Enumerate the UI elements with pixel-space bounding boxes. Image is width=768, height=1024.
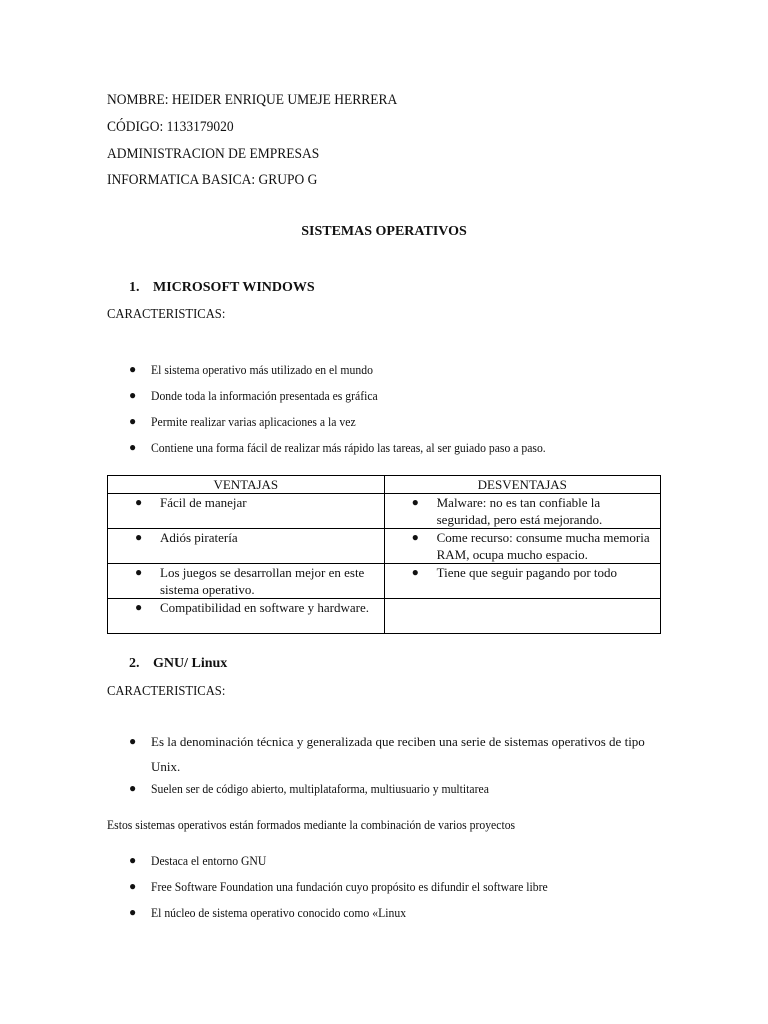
bullet-icon: ● xyxy=(135,600,143,614)
bullet-icon: ● xyxy=(135,565,143,579)
bullet-icon: ● xyxy=(135,530,143,544)
bullet-icon: ● xyxy=(411,530,419,544)
table-cell: Compatibilidad en software y hardware. xyxy=(160,600,370,615)
table-cell: Come recurso: consume mucha memoria RAM, ocupa mucho espacio. xyxy=(436,530,650,562)
student-code: CÓDIGO: 1133179020 xyxy=(107,119,234,135)
table-row xyxy=(108,529,661,564)
pros-cons-table xyxy=(107,475,661,634)
section1-heading: 1. MICROSOFT WINDOWS xyxy=(129,280,315,295)
bullet-icon: ● xyxy=(129,414,137,428)
table-cell: Los juegos se desarrollan mejor en este sistema operativo. xyxy=(160,565,365,597)
bullet-icon: ● xyxy=(129,781,137,795)
bullet-icon: ● xyxy=(135,495,143,509)
bullet-icon: ● xyxy=(411,495,419,509)
bullet-icon: ● xyxy=(129,734,137,748)
table-cell: Adiós piratería xyxy=(160,530,238,545)
bullet-icon: ● xyxy=(129,440,137,454)
bullet-icon: ● xyxy=(129,879,137,893)
bullet-icon: ● xyxy=(129,905,137,919)
table-row xyxy=(108,599,661,634)
table-cell: Tiene que seguir pagando por todo xyxy=(436,565,618,580)
table-header-row xyxy=(108,476,661,494)
section2-heading: 2. GNU/ Linux xyxy=(129,656,228,671)
bullet-icon: ● xyxy=(129,388,137,402)
column-header-ventajas: VENTAJAS xyxy=(108,476,385,494)
section2-subheading: CARACTERISTICAS: xyxy=(107,684,226,699)
bullet-icon: ● xyxy=(129,853,137,867)
table-cell: Fácil de manejar xyxy=(160,495,247,510)
page-title: SISTEMAS OPERATIVOS xyxy=(301,224,467,239)
bullet-icon: ● xyxy=(411,565,419,579)
document-page: NOMBRE: HEIDER ENRIQUE UMEJE HERRERA CÓDIGO: 1133179020 ADMINISTRACION DE EMPRESAS INFORMATICA BASICA: GRUPO G SISTEMAS OPERATIVOS 1. MICROSOFT WINDOWS CARACTERISTICAS: ● El sistema operativo más utilizado en el mundo ● Donde toda la información presentada es gráfica ● Permite realizar varias aplicaciones a la vez ● Contiene una forma fácil de realizar más rápido las tareas, al ser guiado paso a paso. VENTAJAS DESVENTAJAS ● Fácil de manejar ● Malware: no es tan confiable la seguridad, pero está mejorando. ● Adiós piratería ● Come recurso: consume mucha memoria RAM, ocupa mucho espacio. ● Los juegos se desarrollan mejor en este sistema operativo. ● Tiene que seguir pagando por todo ● Compatibilidad en software y hardware. 2. GNU/ Linux CARACTERISTICAS: ● Es la denominación técnica y generalizada que reciben una serie de sistemas operativos de tipo Unix. ● Suelen ser de código abierto, multiplataforma, multiusuario y multitarea Estos sistemas operativos están formados mediante la combinación de varios proyectos ● Destaca el entorno GNU ● Free Software Foundation una fundación cuyo propósito es difundir el software libre ● El núcleo de sistema operativo conocido como «Linux xyxy=(0,0,768,1024)
table-cell: Malware: no es tan confiable la seguridad, pero está mejorando. xyxy=(436,495,603,527)
bullet-icon: ● xyxy=(129,362,137,376)
column-header-desventajas: DESVENTAJAS xyxy=(384,476,660,494)
paragraph: Estos sistemas operativos están formados mediante la combinación de varios proyectos xyxy=(107,817,516,832)
student-name: NOMBRE: HEIDER ENRIQUE UMEJE HERRERA xyxy=(107,92,398,108)
program-name: ADMINISTRACION DE EMPRESAS xyxy=(107,146,320,162)
course-name: INFORMATICA BASICA: GRUPO G xyxy=(107,172,318,188)
table-row xyxy=(108,564,661,599)
table-row xyxy=(108,494,661,529)
section1-subheading: CARACTERISTICAS: xyxy=(107,307,226,322)
